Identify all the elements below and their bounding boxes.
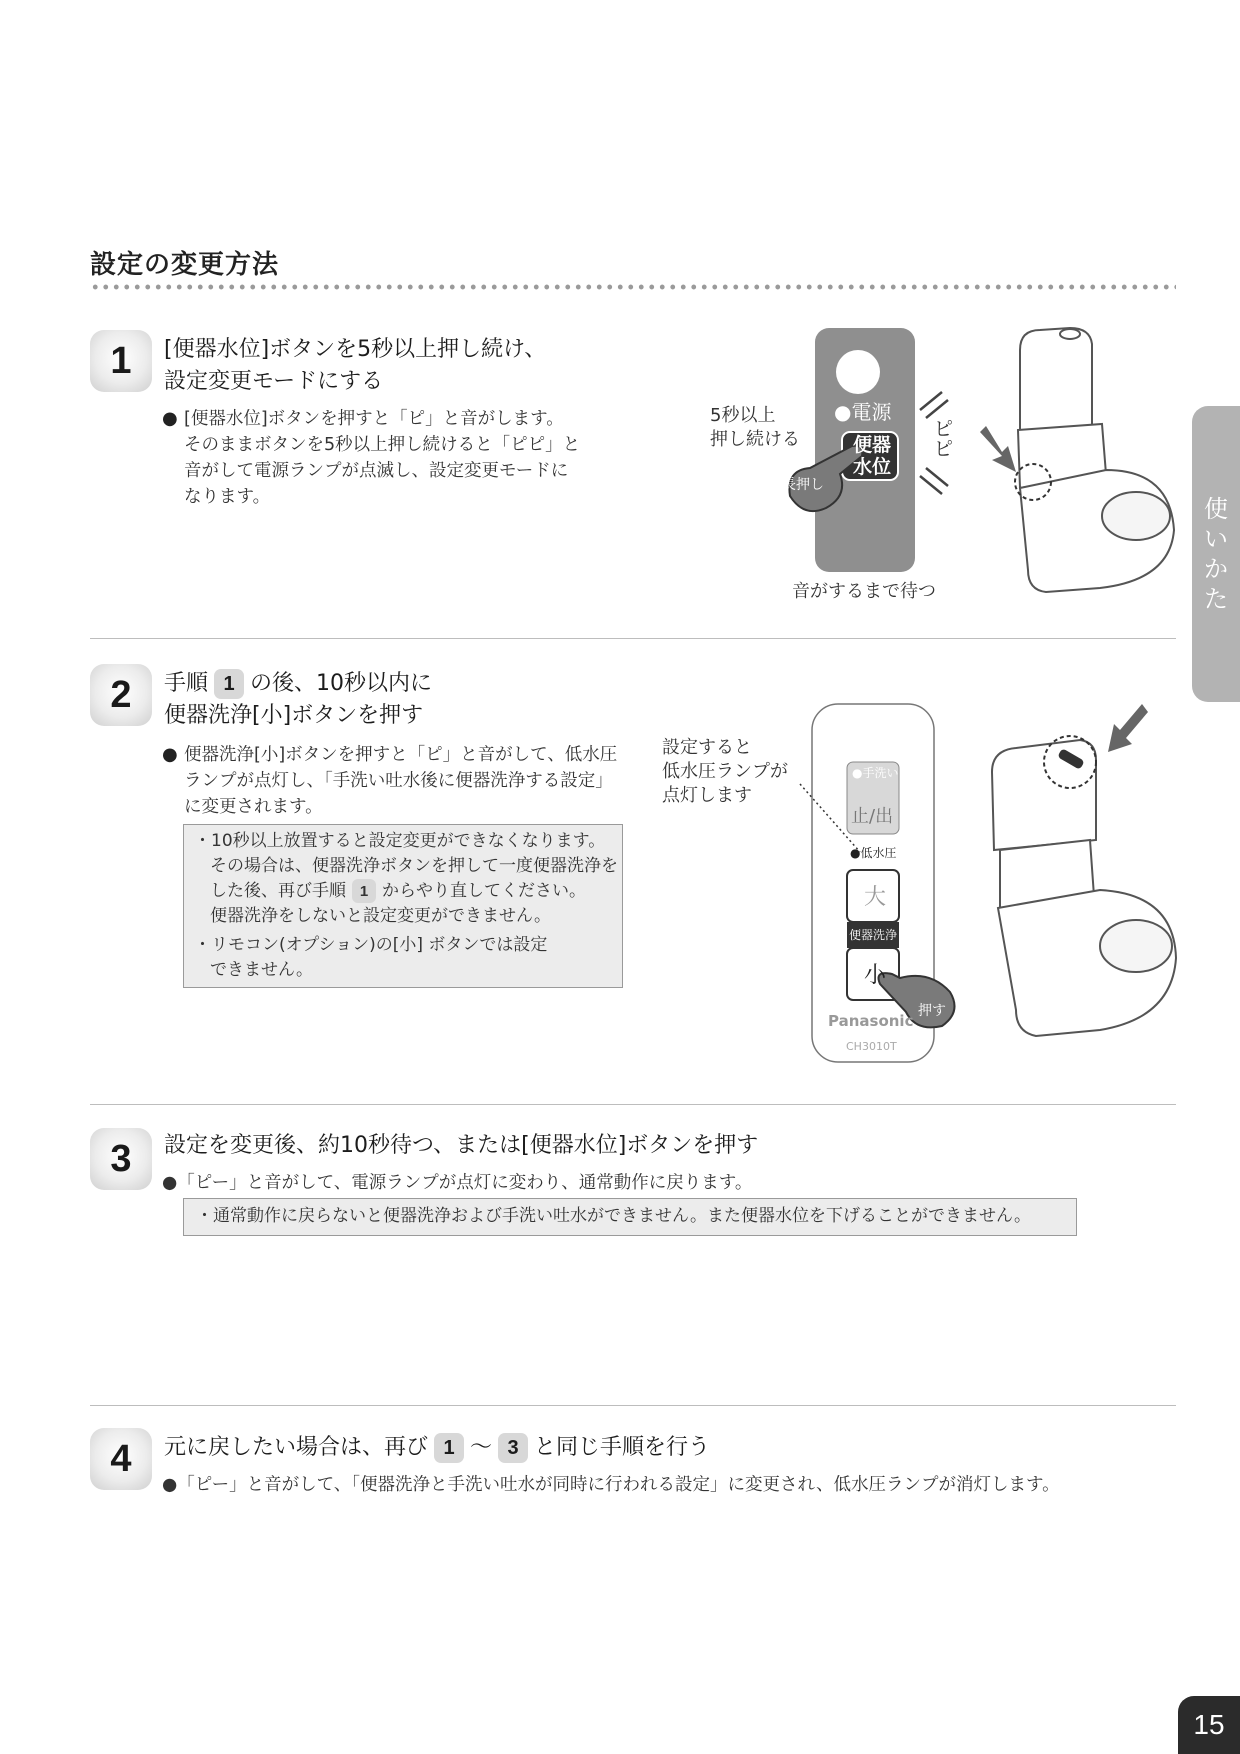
step-1-heading-line: 設定変更モードにする (164, 369, 384, 394)
stop-label: 止/出 (851, 806, 894, 827)
side-tab-char: 使 (1204, 495, 1228, 523)
side-tab-char: た (1204, 585, 1228, 613)
step-2-note (183, 824, 623, 988)
step-ref-badge: 1 (214, 669, 244, 699)
divider (90, 1405, 1176, 1406)
button-label-line: 便器 (852, 434, 891, 456)
remote-illustration (770, 320, 1180, 600)
step-1-heading (164, 334, 546, 398)
divider (90, 1104, 1176, 1105)
hand-label: 長押し (782, 477, 824, 493)
step-ref-badge: 1 (434, 1433, 464, 1463)
body-line: そのままボタンを5秒以上押し続けると「ピピ」と (184, 435, 581, 455)
caption-line: 5秒以上 (710, 405, 776, 426)
step-badge: 3 (90, 1128, 152, 1190)
bullet-mark: ● (162, 408, 178, 429)
step-2-heading-line (164, 668, 432, 700)
step-2-heading-line: 便器洗浄[小]ボタンを押す (164, 703, 424, 728)
small-label: 小 (864, 963, 887, 988)
page-number: 15 (1178, 1696, 1240, 1754)
heading-text: の後、10秒以内に (250, 671, 433, 696)
power-lamp (836, 350, 880, 394)
body-line: に変更されます。 (184, 797, 323, 817)
heading-text: と同じ手順を行う (534, 1435, 711, 1460)
step-ref-badge: 3 (498, 1433, 528, 1463)
step-1-body (184, 406, 644, 510)
step-4-heading (164, 1432, 710, 1464)
side-tab-char: か (1204, 555, 1228, 583)
caption-line: 押し続ける (710, 429, 800, 450)
flush-label: 便器洗浄 (849, 928, 898, 942)
brand-label: Panasonic (828, 1012, 914, 1030)
toilet-icon (992, 740, 1176, 1036)
power-label: ●電源 (834, 400, 892, 424)
note-line: ・10秒以上放置すると設定変更ができなくなります。 (194, 831, 606, 851)
step-3-note: ・通常動作に戻らないと便器洗浄および手洗い吐水ができません。また便器水位を下げることができません。 (183, 1198, 1077, 1236)
divider (90, 638, 1176, 639)
step-1-caption-bottom: 音がするまで待つ (792, 581, 936, 602)
note-line: 便器洗浄をしないと設定変更ができません。 (210, 906, 552, 926)
body-line: 便器洗浄[小]ボタンを押すと「ピ」と音がして、低水圧 (184, 745, 618, 765)
step-ref-badge: 1 (352, 879, 376, 903)
body-line: [便器水位]ボタンを押すと「ピ」と音がします。 (184, 409, 564, 429)
sound-label: ピピ (930, 418, 954, 458)
side-tab-char: い (1204, 525, 1228, 553)
step-badge: 4 (90, 1428, 152, 1490)
body-line: 音がして電源ランプが点滅し、設定変更モードに (184, 461, 569, 481)
step-2-caption-left (662, 736, 788, 808)
model-label: CH3010T (846, 1040, 897, 1053)
note-text: からやり直してください。 (382, 881, 586, 901)
big-label: 大 (864, 885, 887, 910)
body-line: ランプが点灯し、「手洗い吐水後に便器洗浄する設定」 (184, 771, 613, 791)
arrow-icon (980, 426, 1016, 472)
bullet-mark: ● (162, 744, 178, 765)
step-1-heading-line: [便器水位]ボタンを5秒以上押し続け、 (164, 337, 547, 362)
toilet-icon (1018, 328, 1174, 592)
caption-line: 低水圧ランプが (662, 761, 788, 782)
step-2-heading (164, 668, 432, 732)
heading-text: 手順 (164, 671, 209, 696)
step-4-bullet: ●「ピー」と音がして、「便器洗浄と手洗い吐水が同時に行われる設定」に変更され、低水圧ランプが消灯します。 (162, 1475, 1060, 1495)
section-title: 設定の変更方法 (90, 250, 280, 280)
water-level-button-label (846, 434, 898, 478)
step-3-heading: 設定を変更後、約10秒待つ、または[便器水位]ボタンを押す (164, 1133, 759, 1158)
step-2-body (184, 742, 644, 820)
arrow-icon (1108, 704, 1148, 752)
heading-text: 元に戻したい場合は、再び (164, 1435, 429, 1460)
note-line (194, 879, 622, 904)
hand-label: 押す (918, 1003, 946, 1019)
side-tab (1192, 406, 1240, 702)
step-badge: 2 (90, 664, 152, 726)
note-text: した後、再び手順 (210, 881, 346, 901)
body-line: なります。 (184, 487, 271, 507)
caption-line: 点灯します (662, 785, 752, 806)
button-label-line: 水位 (852, 456, 891, 478)
note-line: できません。 (210, 960, 314, 980)
step-3-bullet: ●「ピー」と音がして、電源ランプが点灯に変わり、通常動作に戻ります。 (162, 1173, 753, 1193)
low-pressure-label: ●低水圧 (850, 846, 897, 860)
note-line: その場合は、便器洗浄ボタンを押して一度便器洗浄を (210, 856, 618, 876)
caption-line: 設定すると (662, 737, 752, 758)
heading-text: ～ (470, 1435, 493, 1460)
note-line: ・リモコン(オプション)の[小] ボタンでは設定 (194, 935, 548, 955)
step-badge: 1 (90, 330, 152, 392)
handwash-label: ●手洗い (852, 766, 899, 780)
dotted-divider (90, 284, 1176, 290)
